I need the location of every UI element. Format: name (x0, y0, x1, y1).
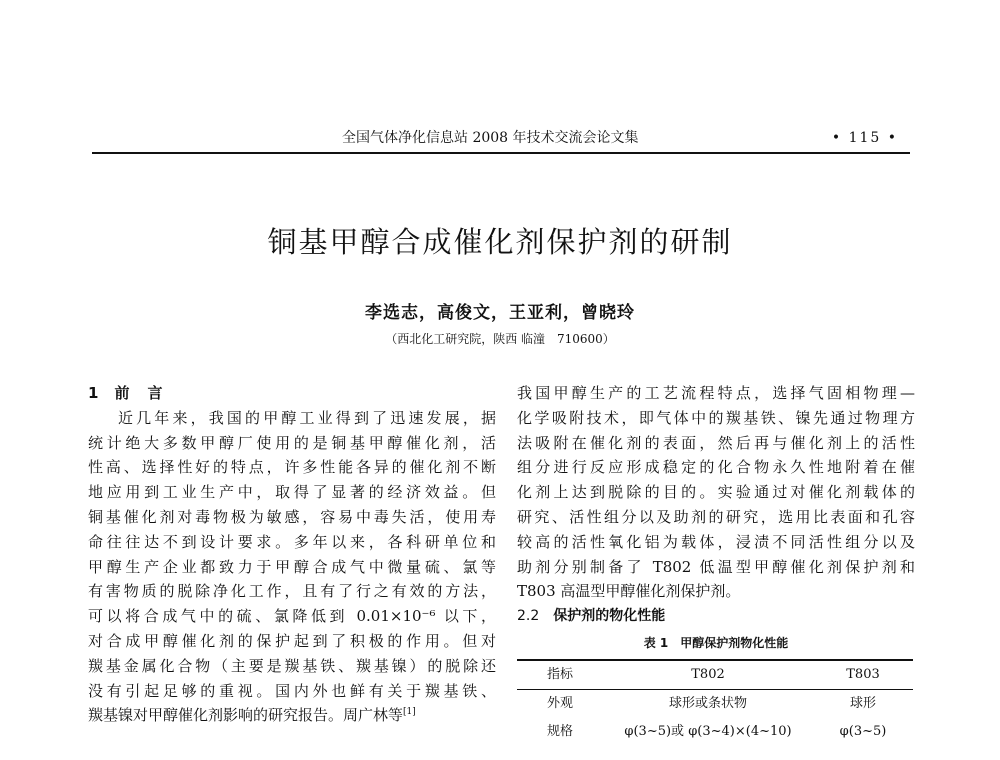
author-list: 李选志，高俊文，王亚利，曾晓玲 (365, 303, 635, 323)
table-row (517, 718, 913, 746)
subsection-heading (517, 604, 915, 629)
body-line: 组分进行反应形成稳定的化合物永久性地附着在催 (517, 458, 915, 477)
citation-ref[interactable]: [1] (403, 707, 416, 718)
journal-name: 全国气体净化信息站 2008 年技术交流会论文集 (342, 130, 639, 146)
body-line: 命往往达不到设计要求。多年以来，各科研单位和 (88, 532, 496, 551)
body-line: 我国甲醇生产的工艺流程特点，选择气固相物理— (517, 384, 915, 402)
table-cell: 规格 (546, 723, 573, 739)
body-line: 化剂上达到脱除的目的。实验通过对催化剂载体的 (517, 483, 915, 502)
table-cell: φ(3~5)或 φ(3~4)×(4~10) (624, 723, 792, 739)
section-number: 1 (88, 384, 99, 402)
body-line: 地应用到工业生产中，取得了显著的经济效益。但 (88, 483, 496, 502)
body-line: 有害物质的脱除净化工作，且有了行之有效的方法， (88, 582, 496, 601)
body-line: 近几年来，我国的甲醇工业得到了迅速发展，据 (118, 408, 496, 427)
table-cell: 外观 (546, 695, 573, 711)
body-line: 统计绝大多数甲醇厂使用的是铜基甲醇催化剂，活 (88, 433, 496, 452)
body-line-text: 羰基镍对甲醇催化剂影响的研究报告。周广林等 (88, 706, 404, 725)
body-line: 助剂分别制备了 T802 低温型甲醇催化剂保护剂和 (517, 557, 915, 576)
body-line: 羰基金属化合物（主要是羰基铁、羰基镍）的脱除还 (88, 656, 496, 675)
body-line: 性高、选择性好的特点，许多性能各异的催化剂不断 (88, 458, 496, 477)
paper-title: 铜基甲醇合成催化剂保护剂的研制 (267, 225, 733, 259)
body-line: 甲醇生产企业都致力于甲醇合成气中微量硫、氯等 (88, 557, 496, 576)
body-line: 研究、活性组分以及助剂的研究，选用比表面和孔容 (517, 507, 915, 526)
table-cell: φ(3~5) (839, 723, 887, 739)
column-header: T802 (691, 666, 725, 682)
body-line: 可以将合成气中的硫、氯降低到 0.01×10⁻⁶ 以下， (88, 607, 496, 626)
table-number: 表 1 (643, 635, 669, 650)
right-column (517, 381, 915, 746)
table-cell: 球形或条状物 (668, 695, 747, 711)
table-header-row (517, 660, 913, 690)
table-caption (517, 631, 915, 655)
body-line: 对合成甲醇催化剂的保护起到了积极的作用。但对 (88, 631, 496, 650)
section-title-part: 前 (114, 384, 130, 402)
body-line: 较高的活性氧化铝为载体，浸渍不同活性组分以及 (517, 532, 915, 551)
body-line: T803 高温型甲醇催化剂保护剂。 (517, 582, 741, 601)
body-line: 没有引起足够的重视。国内外也鲜有关于羰基铁、 (88, 681, 496, 700)
body-line: 铜基催化剂对毒物极为敏感，容易中毒失活，使用寿 (88, 507, 496, 526)
table-title: 甲醇保护剂物化性能 (680, 635, 789, 650)
properties-table (517, 659, 913, 746)
section-heading-introduction (88, 381, 496, 406)
table-row (517, 689, 913, 718)
column-header: T803 (846, 666, 880, 682)
page-number: • 115 • (831, 130, 898, 146)
affiliation: （西北化工研究院，陕西 临潼 710600） (385, 332, 615, 346)
subsection-number: 2.2 (517, 608, 540, 625)
body-line: 化学吸附技术，即气体中的羰基铁、镍先通过物理方 (517, 408, 915, 427)
section-title-part: 言 (147, 384, 163, 402)
subsection-title: 保护剂的物化性能 (553, 608, 666, 625)
left-column (88, 381, 496, 728)
table-cell: 球形 (849, 695, 876, 711)
column-header: 指标 (546, 666, 573, 682)
running-head (92, 128, 910, 154)
body-line (88, 703, 496, 728)
body-line: 法吸附在催化剂的表面，然后再与催化剂上的活性 (517, 433, 915, 452)
